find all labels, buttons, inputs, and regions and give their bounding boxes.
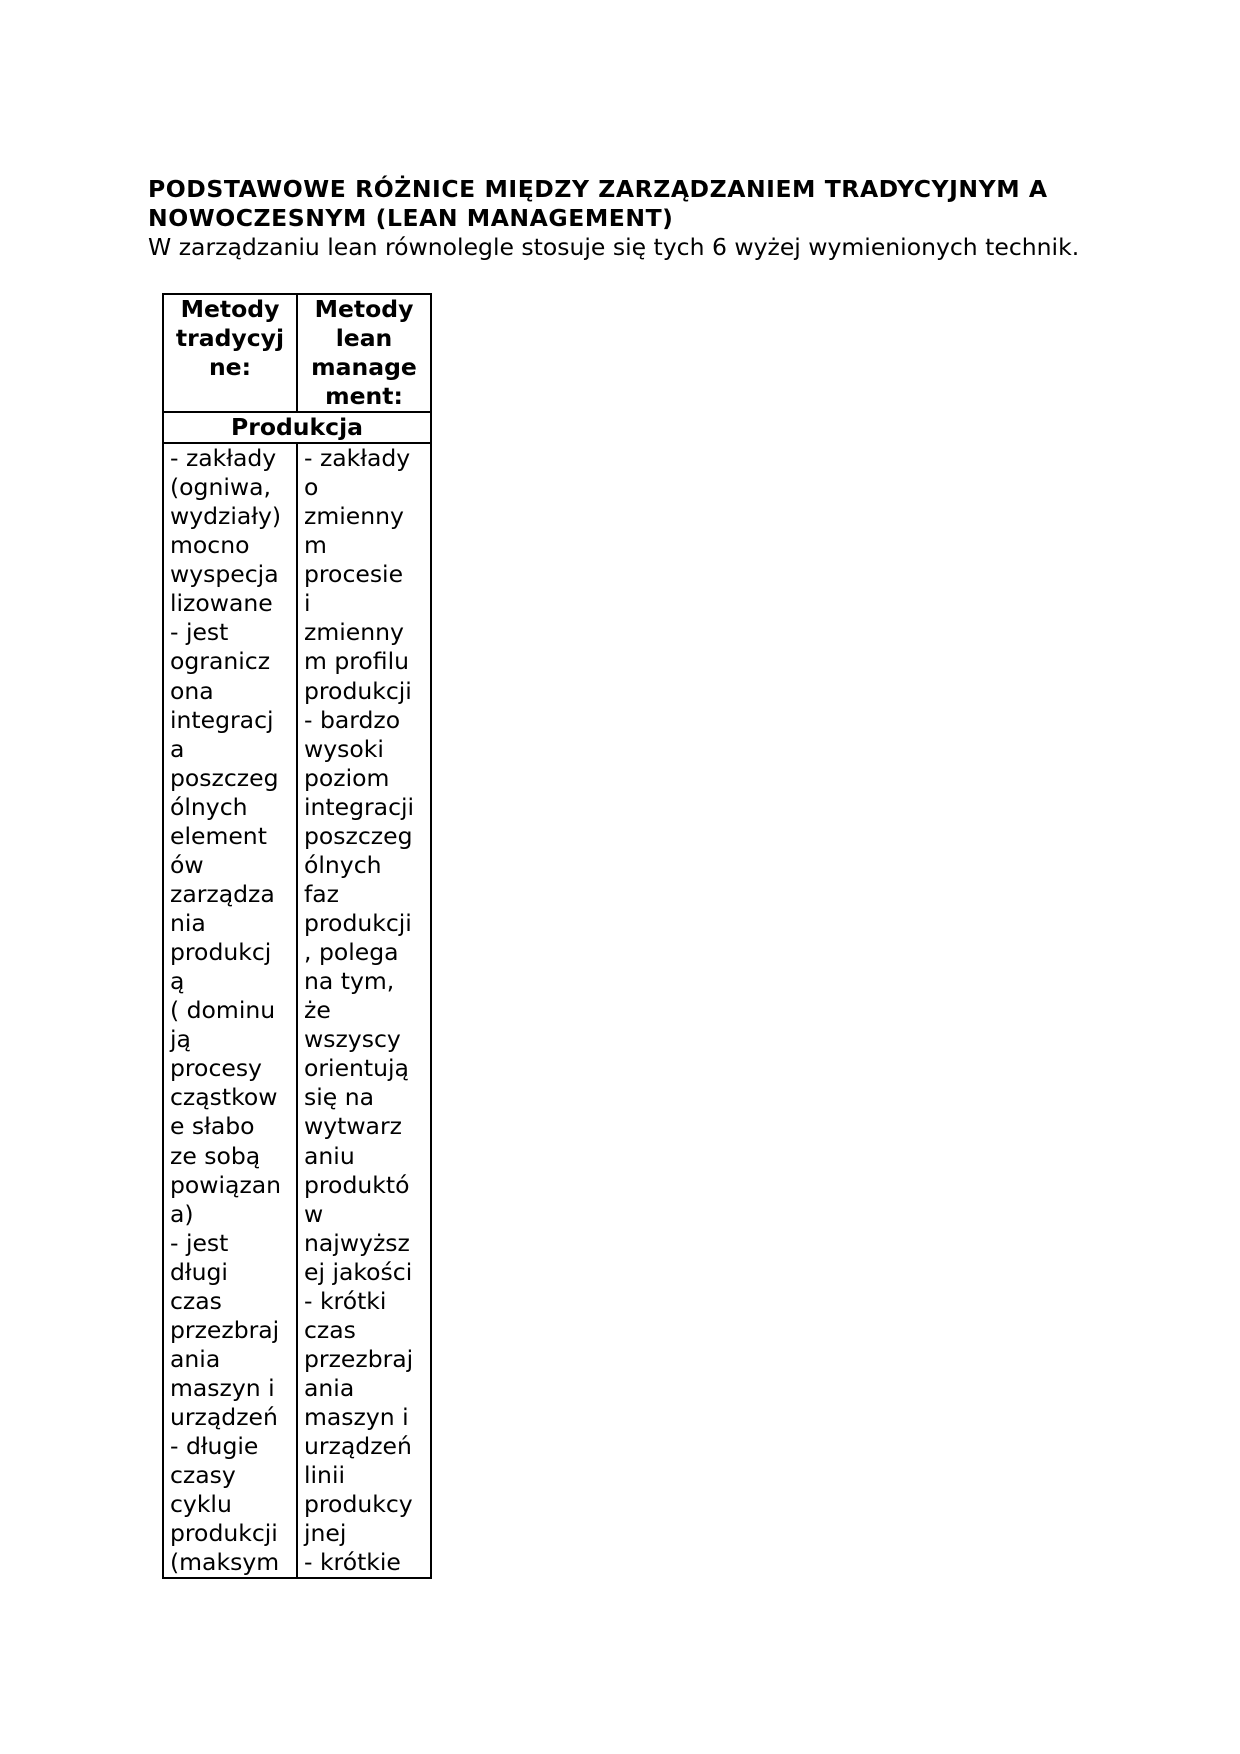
cell-line: procesy [170,1054,262,1083]
cell-line: zarządza [170,879,275,908]
header-traditional [163,294,297,412]
cell-line: produkcji [170,1519,278,1548]
cell-line: ze sobą [170,1141,261,1170]
cell-line: orientują [304,1054,409,1083]
cell-line: ania [170,1344,221,1373]
header-line: tradycyj [175,324,285,352]
cell-line: powiązan [170,1170,282,1199]
cell-line: czas [304,1315,356,1344]
cell-line: poszczeg [170,763,279,792]
cell-line: - krótkie [304,1548,401,1577]
cell-line: ólnych [304,850,382,879]
cell-line: jnej [304,1519,347,1548]
cell-line: ą [170,967,185,996]
table-row [163,443,431,1578]
cell-line: linii [304,1461,346,1490]
cell-line: ona [170,676,214,705]
cell-line: element [170,821,267,850]
cell-line: m profilu [304,647,410,676]
cell-line: się na [304,1083,374,1112]
table-header-row [163,294,431,412]
cell-line: długi [170,1257,228,1286]
cell-line: że [304,996,331,1025]
cell-line: a) [170,1199,194,1228]
cell-line: czas [170,1286,222,1315]
cell-line: produkcj [170,938,272,967]
cell-line: o [304,473,319,502]
cell-line: produkcji [304,676,412,705]
cell-line: - jest [170,618,229,647]
traditional-methods-cell [163,443,297,1578]
cell-line: a [170,734,185,763]
cell-line: faz [304,879,340,908]
cell-line: , polega [304,938,399,967]
cell-line: ów [170,850,204,879]
cell-line: ólnych [170,792,248,821]
cell-line: wyspecja [170,560,279,589]
cell-line: ją [170,1025,191,1054]
header-line: ment: [325,382,403,410]
intro-paragraph: W zarządzaniu lean równolegle stosuje się tych 6 wyżej wymienionych technik. [148,233,1080,261]
header-line: Metody [180,295,280,323]
cell-line: ania [304,1374,355,1402]
header-line: Metody [314,295,414,323]
cell-line: e słabo [170,1112,255,1141]
cell-line: nia [170,909,206,937]
cell-line: integracj [170,705,274,734]
cell-line: - długie [170,1432,259,1461]
lean-methods-cell [297,443,431,1578]
cell-line: - zakłady [304,444,411,472]
cell-line: produkcji [304,909,412,937]
cell-line: przezbraj [170,1315,280,1344]
cell-line: na tym, [304,967,395,996]
cell-line: produktó [304,1170,410,1199]
cell-line: (maksym [170,1548,280,1577]
cell-line: m [304,531,327,560]
cell-line: przezbraj [304,1344,414,1373]
cell-line: poszczeg [304,821,413,850]
cell-line: urządzeń [304,1432,412,1461]
cell-line: produkcy [304,1490,413,1519]
cell-line: (ogniwa, [170,473,271,502]
cell-line: integracji [304,792,415,821]
cell-line: wydziały) [170,502,282,531]
cell-line: wytwarz [304,1112,402,1141]
cell-line: lizowane [170,589,273,618]
cell-line: ej jakości [304,1257,413,1286]
cell-line: zmienny [304,502,404,531]
cell-line: - zakłady [170,444,277,472]
comparison-table [162,293,432,1579]
cell-line: wysoki [304,734,384,763]
cell-line: w [304,1199,324,1228]
cell-line: najwyższ [304,1228,410,1257]
header-line: manage [311,353,417,381]
cell-line: urządzeń [170,1403,278,1432]
cell-line: maszyn i [170,1374,275,1402]
cell-line: i [304,589,311,618]
cell-line: czasy [170,1461,236,1490]
cell-line: aniu [304,1141,355,1170]
header-line: lean [335,324,393,352]
cell-line: zmienny [304,618,404,647]
cell-line: - krótki [304,1286,387,1315]
cell-line: maszyn i [304,1403,409,1432]
cell-line: cyklu [170,1490,232,1519]
cell-line: mocno [170,531,250,560]
cell-line: poziom [304,763,390,792]
cell-line: wszyscy [304,1025,401,1054]
cell-line: - bardzo [304,705,401,734]
cell-line: procesie [304,560,404,589]
section-row [163,412,431,443]
cell-line: cząstkow [170,1083,278,1112]
header-line: ne: [208,353,252,381]
header-lean [297,294,431,412]
page-title: PODSTAWOWE RÓŻNICE MIĘDZY ZARZĄDZANIEM TRADYCYJNYM A NOWOCZESNYM (LEAN MANAGEMENT) [148,175,1048,232]
cell-line: ( dominu [170,996,276,1025]
section-title: Produkcja [163,412,431,443]
cell-line: ogranicz [170,647,271,676]
cell-line: - jest [170,1228,229,1257]
